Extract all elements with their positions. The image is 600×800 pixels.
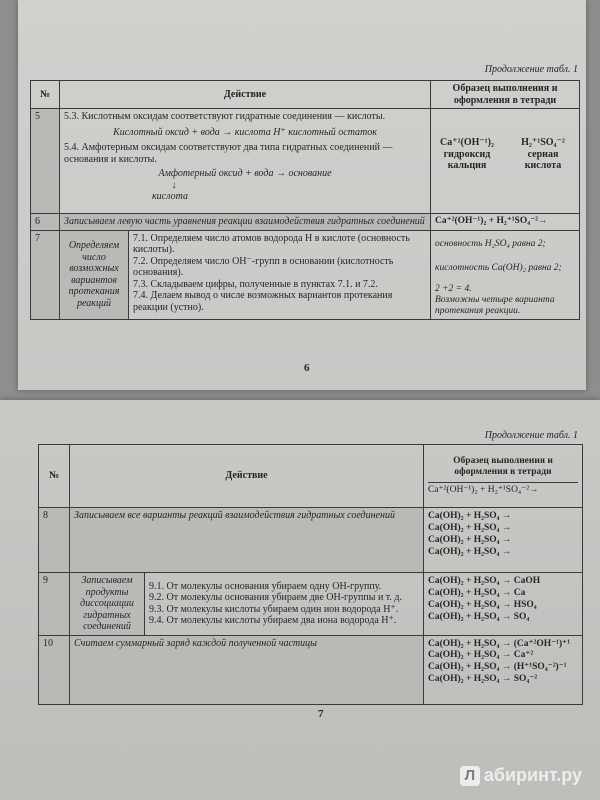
step-7-1: 7.1. Определяем число атомов водорода H в кислоте (основность кислоты). <box>133 232 410 255</box>
step-9-1: 9.1. От молекулы основания убираем одну OH-группу. <box>149 580 382 592</box>
header-action: Действие <box>60 81 431 109</box>
row-sample <box>424 573 583 636</box>
equation: Ca(OH)₂ + H₂SO₄ → (H⁺¹SO₄⁻²)⁻¹ <box>428 662 567 673</box>
equation: Ca(OH)₂ + H₂SO₄ → CaOH <box>428 576 541 586</box>
continuation-label: Продолжение табл. 1 <box>484 64 578 75</box>
row-action: Записываем левую часть уравнения реакции взаимодействия гидратных соединений <box>60 214 431 231</box>
row-sample <box>424 508 583 573</box>
name-sulfuric-acid: серная кислота <box>524 148 562 171</box>
row-num: 9 <box>39 573 70 636</box>
row-action <box>129 230 431 320</box>
step-7-2: 7.2. Определяем число OH⁻-групп в основании (кислотность основания). <box>133 255 394 278</box>
row-action: Записываем все варианты реакций взаимодействия гидратных соединений <box>70 508 424 573</box>
page-number: 6 <box>304 362 310 374</box>
name-calcium-hydroxide: гидроксид кальция <box>443 148 491 171</box>
table-row-6 <box>31 214 580 231</box>
header-sample: Образец выполнения и оформления в тетради <box>431 81 580 109</box>
page-6 <box>18 0 586 390</box>
row-num: 10 <box>39 635 70 704</box>
header-formula: Ca⁺²(OH⁻¹)₂ + H₂⁺¹SO₄⁻²→ <box>428 482 578 496</box>
row-sample <box>424 635 583 704</box>
table-row-7 <box>31 230 580 320</box>
row-num: 5 <box>31 109 60 214</box>
labirint-logo-icon: Л <box>460 766 480 786</box>
conclusion-note: Возможны четыре варианта протекания реакции. <box>435 295 555 317</box>
method-table-bottom <box>38 444 583 705</box>
sum-note: 2 +2 = 4. <box>435 284 472 295</box>
table-row-5 <box>31 109 580 214</box>
step-7-4: 7.4. Делаем вывод о числе возможных вариантов протекания реакции (устно). <box>133 290 393 313</box>
row-sample: Ca⁺²(OH⁻¹)₂ + H₂⁺¹SO₄⁻²→ <box>431 214 580 231</box>
equation: Ca(OH)₂ + H₂SO₄ → Ca <box>428 587 526 598</box>
watermark-logo <box>460 765 582 786</box>
header-action: Действие <box>70 445 424 508</box>
equation: Ca(OH)₂ + H₂SO₄ → <box>428 546 512 557</box>
equation: Ca(OH)₂ + H₂SO₄ → <box>428 522 512 533</box>
table-row-8 <box>39 508 583 573</box>
header-num: № <box>31 81 60 109</box>
amphoteric-scheme: Амфотерный оксид + вода → основание <box>158 168 332 179</box>
equation: Ca(OH)₂ + H₂SO₄ → Ca⁺² <box>428 650 534 661</box>
page-7 <box>0 400 600 800</box>
basicity-note: основность H₂SO₄ равна 2; <box>435 238 546 249</box>
acid-oxide-scheme: Кислотный оксид + вода → кислота H⁺ кислотный остаток <box>113 126 377 138</box>
row-action <box>145 573 424 636</box>
header-num: № <box>39 445 70 508</box>
table-row-10 <box>39 635 583 704</box>
equation: Ca(OH)₂ + H₂SO₄ → <box>428 511 512 521</box>
row-action <box>60 109 431 214</box>
watermark-text: абиринт.ру <box>483 765 582 785</box>
row-num: 8 <box>39 508 70 573</box>
arrow-down-icon: ↓ <box>171 179 177 191</box>
acidity-note: кислотность Ca(OH)₂ равна 2; <box>435 263 562 274</box>
step-5-4: 5.4. Амфотерным оксидам соответствуют два типа гидратных соединений — основания и кислоты. <box>64 142 393 165</box>
table-header-row <box>31 81 580 109</box>
row-label: Определяем число возможных вариантов протекания реакций <box>60 230 129 320</box>
row-action: Считаем суммарный заряд каждой полученной частицы <box>70 635 424 704</box>
continuation-label: Продолжение табл. 1 <box>484 430 578 441</box>
step-5-3: 5.3. Кислотным оксидам соответствуют гидратные соединения — кислоты. <box>64 111 386 122</box>
table-row-9 <box>39 573 583 636</box>
method-table-top <box>30 80 580 320</box>
row-sample <box>431 109 580 214</box>
equation: Ca(OH)₂ + H₂SO₄ → SO₄⁻² <box>428 674 538 685</box>
header-sample <box>424 445 583 508</box>
sample-formulas <box>435 137 575 149</box>
equation: Ca(OH)₂ + H₂SO₄ → HSO₄ <box>428 599 537 610</box>
row-sample <box>431 230 580 320</box>
row-num: 7 <box>31 230 60 320</box>
step-7-3: 7.3. Складываем цифры, полученные в пунктах 7.1. и 7.2. <box>133 278 378 290</box>
formula-h2so4: H₂⁺¹SO₄⁻² <box>521 137 565 148</box>
row-label: Записываем продукты диссоциации гидратных соединений <box>70 573 145 636</box>
table-header-row <box>39 445 583 508</box>
formula-ca-oh: Ca⁺²(OH⁻¹)₂ <box>440 137 494 148</box>
sample-names <box>435 149 575 172</box>
step-9-4: 9.4. От молекулы кислоты убираем два иона водорода H⁺. <box>149 615 397 627</box>
page-number: 7 <box>318 708 324 720</box>
amphoteric-acid: кислота <box>152 191 188 202</box>
equation: Ca(OH)₂ + H₂SO₄ → <box>428 534 512 545</box>
step-9-3: 9.3. От молекулы кислоты убираем один ион водорода H⁺. <box>149 603 399 615</box>
equation: Ca(OH)₂ + H₂SO₄ → SO₄ <box>428 611 530 622</box>
equation: Ca(OH)₂ + H₂SO₄ → (Ca⁺²OH⁻¹)⁺¹ <box>428 638 571 649</box>
step-9-2: 9.2. От молекулы основания убираем две OH-группы и т. д. <box>149 592 402 604</box>
header-sample-label: Образец выполнения и оформления в тетради <box>453 456 553 478</box>
row-num: 6 <box>31 214 60 231</box>
